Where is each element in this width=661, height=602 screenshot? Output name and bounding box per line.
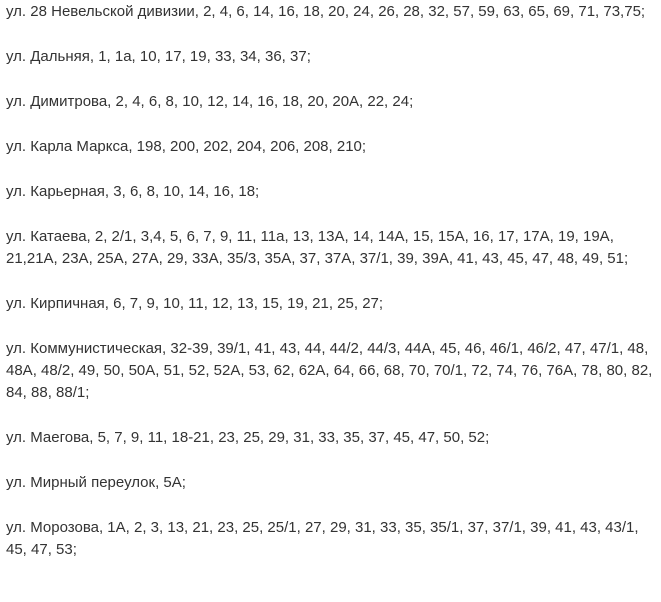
street-entry-kommunisticheskaya: ул. Коммунистическая, 32-39, 39/1, 41, 43, 44, 44/2, 44/3, 44А, 45, 46, 46/1, 46/2, 47, 47/1, 48, 48А, 48/2, 49, 50, 50А, 51, 52, 52А, 53, 62, 62А, 64, 66, 68, 70, 70/1, 72, 74, 76, 76А, 78, 80, 82, 84, 88, 88/1; bbox=[6, 340, 653, 401]
street-entry-kirpichnaya: ул. Кирпичная, 6, 7, 9, 10, 11, 12, 13, 15, 19, 21, 25, 27; bbox=[6, 295, 384, 312]
street-entry-dalnyaya: ул. Дальняя, 1, 1а, 10, 17, 19, 33, 34, 36, 37; bbox=[6, 48, 311, 65]
street-entry-karernaya: ул. Карьерная, 3, 6, 8, 10, 14, 16, 18; bbox=[6, 183, 260, 200]
street-entry-karla-marksa: ул. Карла Маркса, 198, 200, 202, 204, 206, 208, 210; bbox=[6, 138, 367, 155]
street-entry-maegova: ул. Маегова, 5, 7, 9, 11, 18-21, 23, 25, 29, 31, 33, 35, 37, 45, 47, 50, 52; bbox=[6, 429, 490, 446]
street-entry-kataeva: ул. Катаева, 2, 2/1, 3,4, 5, 6, 7, 9, 11, 11а, 13, 13А, 14, 14А, 15, 15А, 16, 17, 17А, 19, 19А, 21,21А, 23А, 25А, 27А, 29, 33А, 35/3, 35А, 37, 37А, 37/1, 39, 39А, 41, 43, 45, 47, 48, 49, 51; bbox=[6, 228, 629, 267]
street-entry-mirny-pereulok: ул. Мирный переулок, 5А; bbox=[6, 474, 186, 491]
street-entry-nevelskoy: ул. 28 Невельской дивизии, 2, 4, 6, 14, 16, 18, 20, 24, 26, 28, 32, 57, 59, 63, 65, 69, 71, 73,75; bbox=[6, 3, 646, 20]
street-entry-morozova: ул. Морозова, 1А, 2, 3, 13, 21, 23, 25, 25/1, 27, 29, 31, 33, 35, 35/1, 37, 37/1, 39, 41, 43, 43/1, 45, 47, 53; bbox=[6, 519, 639, 558]
street-entry-dimitrova: ул. Димитрова, 2, 4, 6, 8, 10, 12, 14, 16, 18, 20, 20А, 22, 24; bbox=[6, 93, 414, 110]
